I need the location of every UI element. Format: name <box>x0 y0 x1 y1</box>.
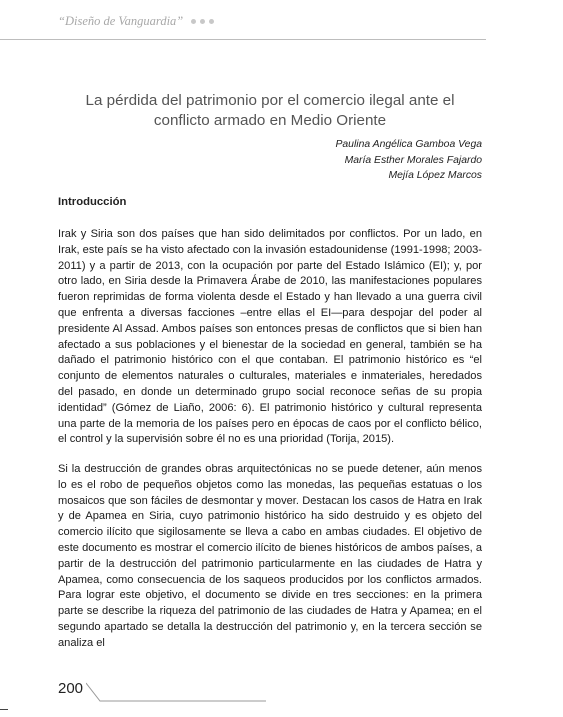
body-paragraph: Si la destrucción de grandes obras arquitectónicas no se puede detener, aún menos lo es el robo de pequeños objetos como las monedas, las pequeñas estatuas o los mosaicos que son fáciles de desmontar y mover. Destacan los casos de Hatra en Irak y de Apamea en Siria, cuyo patrimonio histórico ha sido destruido y es objeto del comercio ilícito que sigilosamente se lleva a cabo en ambas ciudades. El objetivo de este documento es mostrar el comercio ilícito de bienes históricos de ambos países, a partir de la destrucción del patrimonio particularmente en las ciudades de Hatra y Apamea, como consecuencia de los saqueos producidos por los conflictos armados. Para lograr este objetivo, el documento se divide en tres secciones: en la primera parte se describe la riqueza del patrimonio de las ciudades de Hatra y Apamea; en el segundo apartado se detalla la destrucción del patrimonio y, en la tercera sección se analiza el <box>58 463 482 649</box>
page-number: 200 <box>58 680 84 697</box>
header-divider <box>0 39 486 40</box>
article-title: La pérdida del patrimonio por el comercio ilegal ante el conflicto armado en Medio Oriente <box>85 92 455 129</box>
running-header <box>58 14 214 29</box>
header-dot <box>200 19 205 24</box>
header-dot <box>209 19 214 24</box>
header-dot <box>191 19 196 24</box>
running-header-title: “Diseño de Vanguardia” <box>58 14 184 28</box>
footer-decorative-line <box>86 681 266 705</box>
author-name: María Esther Morales Fajardo <box>344 154 482 166</box>
crop-mark <box>0 709 8 710</box>
author-name: Paulina Angélica Gamboa Vega <box>335 139 482 150</box>
header-dots-ornament <box>191 19 214 24</box>
author-list <box>335 137 482 184</box>
section-heading: Introducción <box>58 196 127 208</box>
author-name: Mejía López Marcos <box>388 170 482 181</box>
body-paragraph: Irak y Siria son dos países que han sido delimitados por conflictos. Por un lado, en Irak, este país se ha visto afectado con la invasión estadounidense (1991-1998; 2003-2011) y a partir de 2013, con la ocupación por parte del Estado Islámico (EI); y, por otro lado, en Siria desde la Primavera Árabe de 2010, las manifestaciones populares fueron reprimidas de forma violenta desde el Estado y han llevado a una guerra civil que enfrenta a diversas facciones –entre ellas el EI—para despojar del poder al presidente Al Assad. Ambos países son entonces presas de conflictos que si bien han afectado a sus poblaciones y el bienestar de la sociedad en general, también se ha dañado el patrimonio histórico con el que contaban. El patrimonio histórico es “el conjunto de elementos naturales o culturales, materiales e inmateriales, heredados del pasado, en donde un determinado grupo social reconoce señas de su propia identidad” (Gómez de Liaño, 2006: 6). El patrimonio histórico y cultural representa una parte de la memoria de los países pero en épocas de caos por el conflicto bélico, el control y la supervisión sobre él no es una prioridad (Torija, 2015). <box>58 228 482 446</box>
